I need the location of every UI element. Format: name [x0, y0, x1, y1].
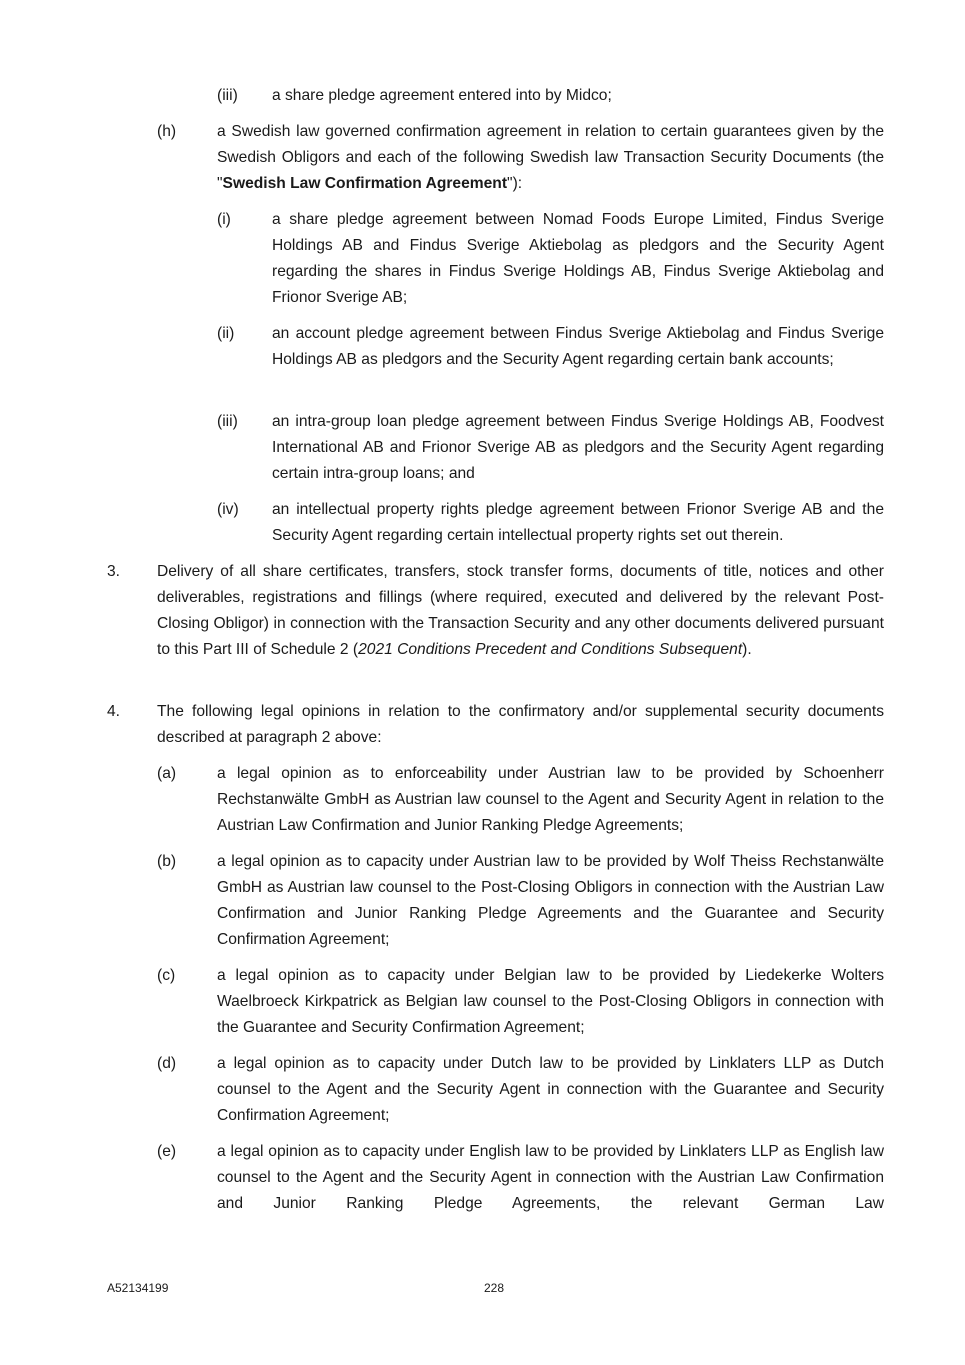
- item-text: a legal opinion as to capacity under Belgian law to be provided by Liedekerke Wolters Waelbroeck Kirkpatrick as Belgian law counsel to the Post-Closing Obligors in connection with the Guarantee and Security Confirmation Agreement;: [217, 967, 884, 1036]
- item-text: a legal opinion as to capacity under Dutch law to be provided by Linklaters LLP as Dutch counsel to the Agent and the Security Agent in connection with the Guarantee and Security Confirmation Agreement;: [217, 1055, 884, 1124]
- item-label: (h): [157, 123, 177, 140]
- item-label: (e): [157, 1143, 177, 1160]
- item-label: 3.: [107, 563, 121, 580]
- item-label: (iii): [217, 413, 238, 430]
- item-label: (d): [157, 1055, 177, 1072]
- item-text: The following legal opinions in relation to the confirmatory and/or supplemental security documents described at paragraph 2 above:: [157, 703, 884, 746]
- item-label: (iii): [217, 87, 238, 104]
- item-text: a legal opinion as to capacity under Austrian law to be provided by Wolf Theiss Rechstanwälte GmbH as Austrian law counsel to the Post-Closing Obligors in connection with the Austrian Law Confirmation and Junior Ranking Pledge Agreements and the Guarantee and Security Confirmation Agreement;: [217, 853, 884, 948]
- document-id: A52134199: [107, 1281, 169, 1295]
- item-text: an intra-group loan pledge agreement between Findus Sverige Holdings AB, Foodvest International AB and Frionor Sverige AB as pledgors and the Security Agent regarding certain intra-group loans; and: [272, 413, 884, 482]
- item-label: (i): [217, 211, 231, 228]
- item-label: (b): [157, 853, 177, 870]
- item-text: an account pledge agreement between Findus Sverige Aktiebolag and Findus Sverige Holdings AB as pledgors and the Security Agent regarding certain bank accounts;: [272, 325, 884, 368]
- item-label: 4.: [107, 703, 121, 720]
- item-label: (c): [157, 967, 176, 984]
- item-label: (a): [157, 765, 177, 782]
- item-text: a legal opinion as to capacity under English law to be provided by Linklaters LLP as English law counsel to the Agent and the Security Agent in connection with the Austrian Law Confirmation and Junior Ranking Pledge Agreements, the relevant German Law: [217, 1143, 884, 1212]
- defined-term: Swedish Law Confirmation Agreement: [222, 175, 508, 192]
- page-number: 228: [484, 1281, 505, 1295]
- cross-reference: 2021 Conditions Precedent and Conditions Subsequent: [358, 641, 743, 658]
- item-text: an intellectual property rights pledge agreement between Frionor Sverige AB and the Security Agent regarding certain intellectual property rights set out therein.: [272, 501, 884, 544]
- item-text: a share pledge agreement entered into by Midco;: [272, 87, 612, 104]
- item-text: a legal opinion as to enforceability under Austrian law to be provided by Schoenherr Rechstanwälte GmbH as Austrian law counsel to the Agent and Security Agent in relation to the Austrian Law Confirmation and Junior Ranking Pledge Agreements;: [217, 765, 884, 834]
- item-text: a Swedish law governed confirmation agreement in relation to certain guarantees given by the Swedish Obligors and each of the following Swedish law Transaction Security Documents (the "Swedish Law Confirmation Agreement"):: [217, 123, 884, 192]
- item-text: a share pledge agreement between Nomad Foods Europe Limited, Findus Sverige Holdings AB and Findus Sverige Aktiebolag as pledgors and the Security Agent regarding the shares in Findus Sverige Holdings AB, Findus Sverige Aktiebolag and Frionor Sverige AB;: [272, 211, 884, 306]
- item-label: (iv): [217, 501, 239, 518]
- item-label: (ii): [217, 325, 235, 342]
- item-text: Delivery of all share certificates, transfers, stock transfer forms, documents of title, notices and other deliverables, registrations and fillings (where required, executed and delivered by the relevant Post-Closing Obligor) in connection with the Transaction Security and any other documents delivered pursuant to this Part III of Schedule 2 (2021 Conditions Precedent and Conditions Subsequent).: [157, 563, 884, 658]
